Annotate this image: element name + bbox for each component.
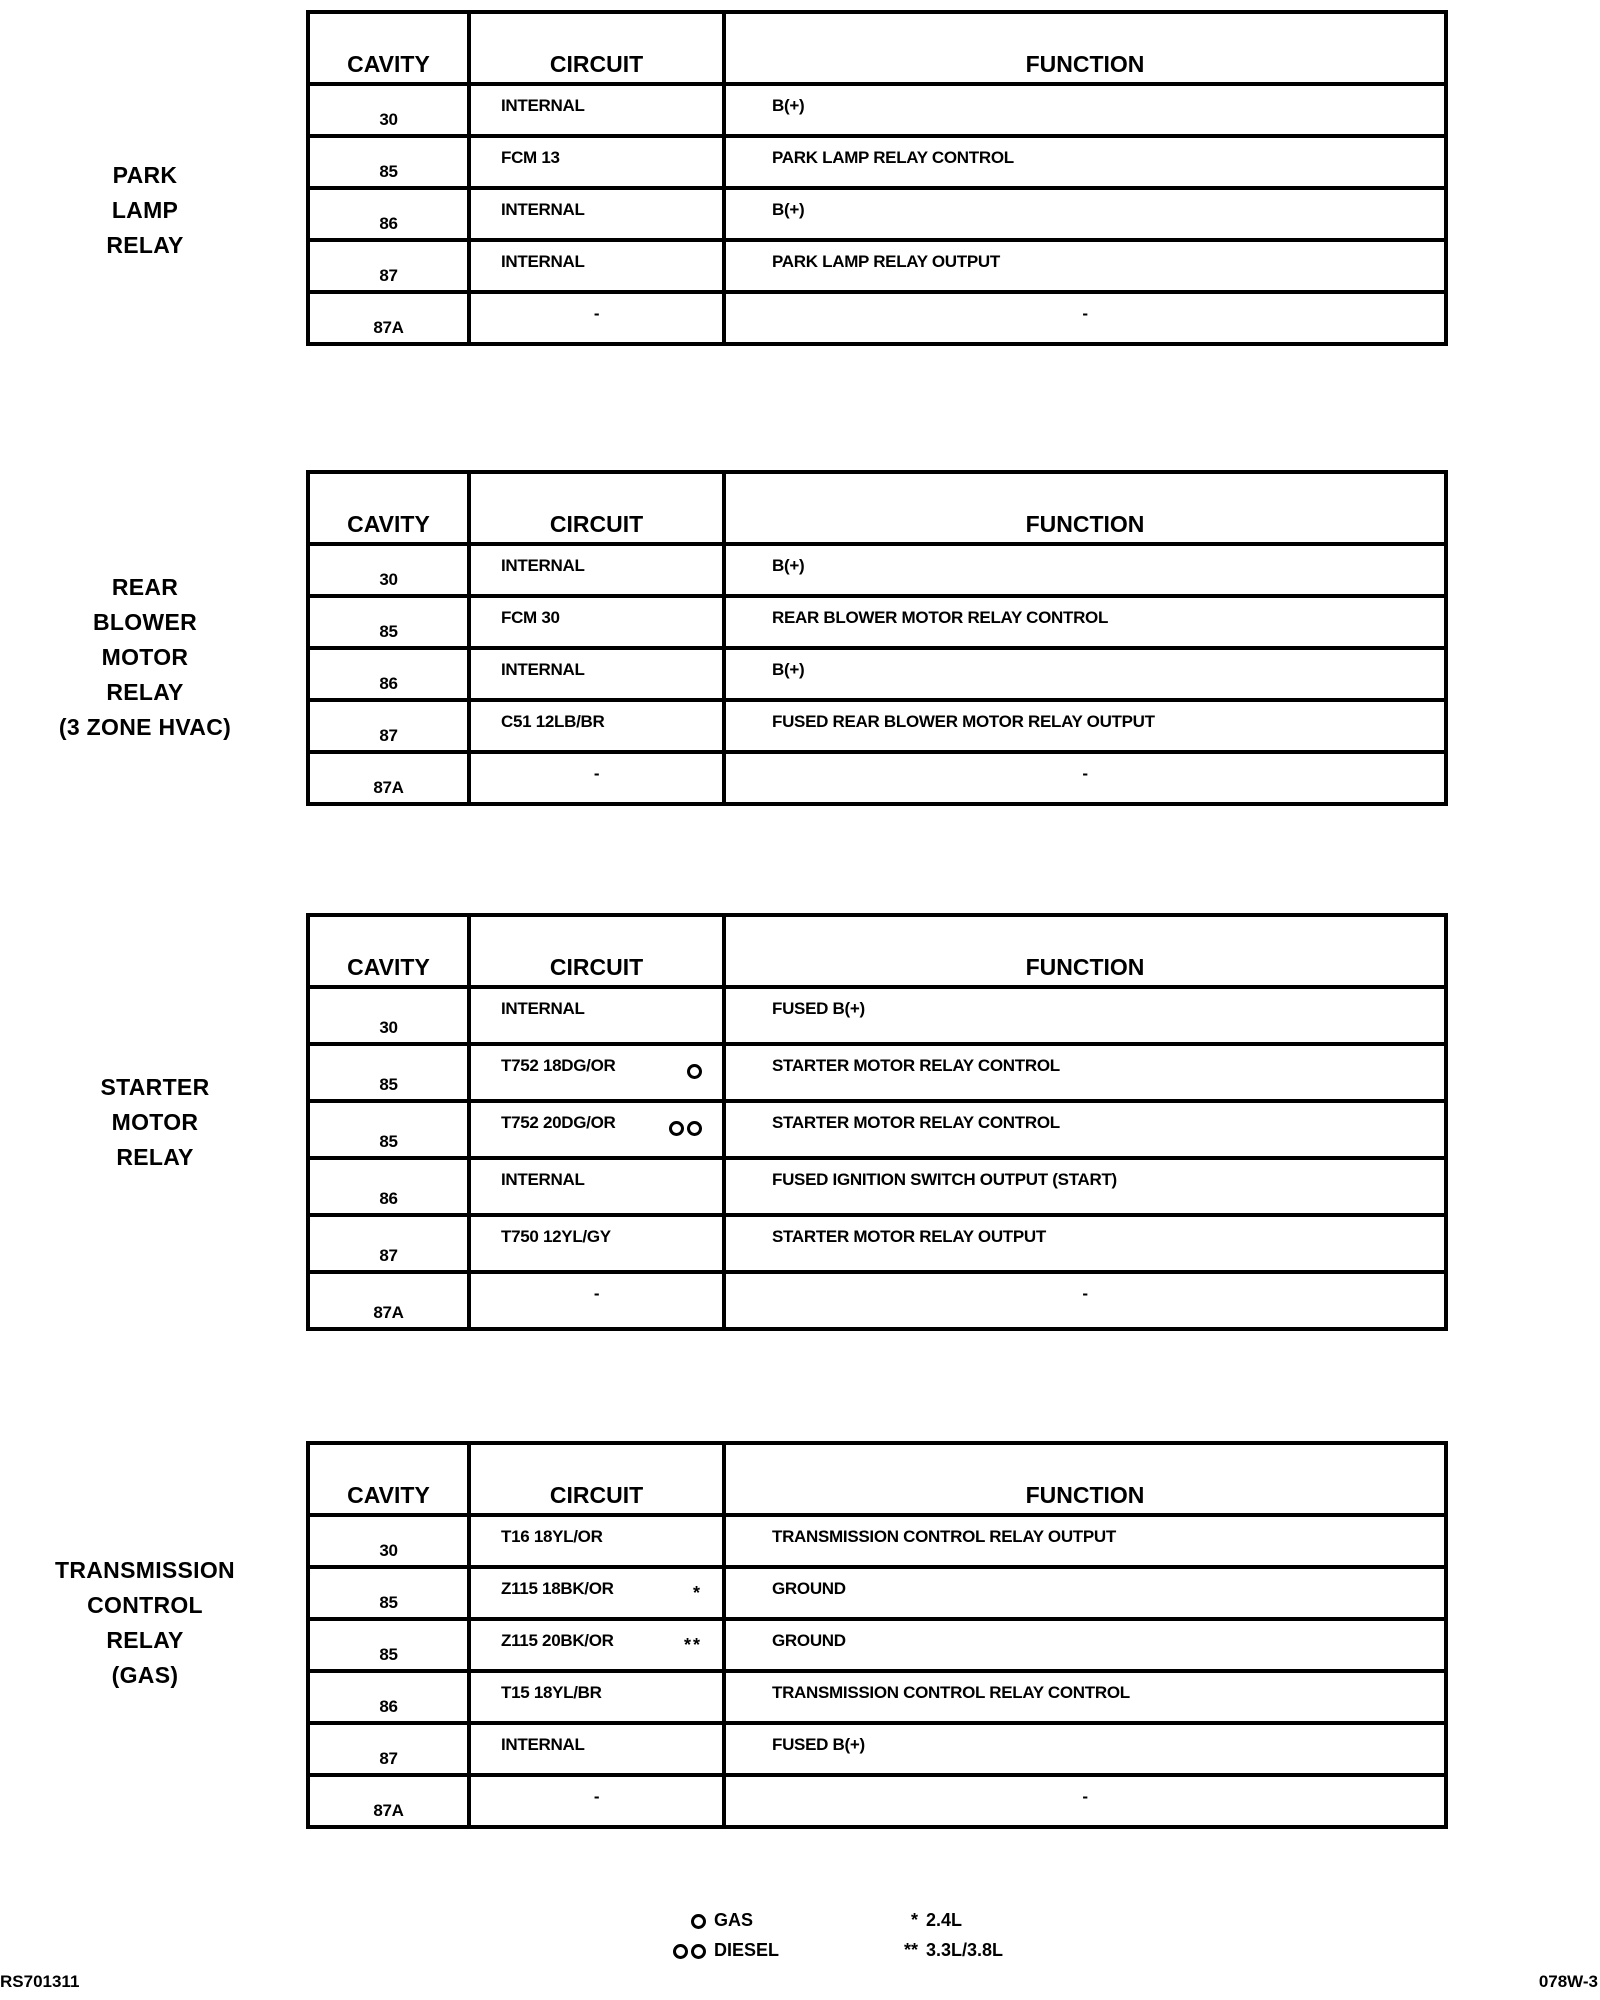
function-cell: TRANSMISSION CONTROL RELAY OUTPUT [724,1515,1446,1567]
document-code: RS701311 [0,1972,80,1991]
relay-label [50,1070,260,1175]
table-row [308,240,1446,292]
function-cell: GROUND [724,1619,1446,1671]
header-circuit: CIRCUIT [469,12,724,84]
header-cavity: CAVITY [308,472,469,544]
diesel-symbol [666,1117,702,1138]
header-row [308,472,1446,544]
function-cell: FUSED B(+) [724,987,1446,1044]
cavity-cell: 87A [308,752,469,804]
asterisk-symbol: * [910,1910,918,1930]
header-cavity: CAVITY [308,1443,469,1515]
circuit-cell: INTERNAL [469,1723,724,1775]
table-row [308,1723,1446,1775]
table-row [308,1567,1446,1619]
function-cell: PARK LAMP RELAY CONTROL [724,136,1446,188]
cavity-cell: 85 [308,596,469,648]
circuit-cell: INTERNAL [469,987,724,1044]
header-circuit: CIRCUIT [469,472,724,544]
circuit-cell: INTERNAL [469,188,724,240]
legend-label: 3.3L/3.8L [926,1940,1004,1960]
header-row [308,915,1446,987]
table-row [308,1619,1446,1671]
function-cell: GROUND [724,1567,1446,1619]
cavity-cell: 85 [308,1619,469,1671]
gas-symbol [668,1910,706,1931]
table-row [308,1101,1446,1158]
cavity-cell: 87A [308,1272,469,1329]
function-cell: STARTER MOTOR RELAY CONTROL [724,1044,1446,1101]
function-cell: STARTER MOTOR RELAY CONTROL [724,1101,1446,1158]
table-row [308,292,1446,344]
label-line: BLOWER [92,609,197,635]
circuit-cell: Z115 20BK/OR ** [469,1619,724,1671]
function-cell: - [724,1775,1446,1827]
double-asterisk-symbol: ** [903,1940,918,1960]
table-row [308,1215,1446,1272]
table-row [308,596,1446,648]
label-line: PARK [112,162,178,188]
cavity-cell: 87 [308,1723,469,1775]
cavity-cell: 30 [308,544,469,596]
table-row [308,1158,1446,1215]
function-cell: B(+) [724,84,1446,136]
cavity-cell: 85 [308,1567,469,1619]
table-row [308,188,1446,240]
circuit-cell: Z115 18BK/OR * [469,1567,724,1619]
circuit-cell: INTERNAL [469,544,724,596]
function-cell: - [724,1272,1446,1329]
function-cell: - [724,752,1446,804]
header-function: FUNCTION [724,915,1446,987]
circuit-cell: - [469,752,724,804]
pin-table [306,470,1448,806]
header-function: FUNCTION [724,1443,1446,1515]
cavity-cell: 86 [308,1158,469,1215]
label-line: CONTROL [87,1592,203,1618]
label-line: RELAY [106,679,184,705]
table-row [308,648,1446,700]
cavity-cell: 85 [308,1101,469,1158]
table-row [308,987,1446,1044]
legend-2-4l [880,1910,962,1931]
function-cell: REAR BLOWER MOTOR RELAY CONTROL [724,596,1446,648]
relay-label [35,1553,255,1693]
table-row [308,544,1446,596]
legend-gas [668,1910,753,1931]
label-line: RELAY [106,232,184,258]
double-asterisk-symbol: ** [683,1635,702,1655]
label-line: RELAY [116,1144,194,1170]
legend-diesel [668,1940,779,1961]
table-row [308,1044,1446,1101]
function-cell: FUSED B(+) [724,1723,1446,1775]
cavity-cell: 30 [308,987,469,1044]
relay-label [40,158,250,263]
function-cell: B(+) [724,544,1446,596]
gas-symbol [684,1060,702,1081]
page-code: 078W-3 [1538,1972,1598,1991]
label-line: (3 ZONE HVAC) [58,714,232,740]
circuit-cell: T752 18DG/OR [469,1044,724,1101]
relay-label [40,570,250,745]
table-row [308,752,1446,804]
function-cell: PARK LAMP RELAY OUTPUT [724,240,1446,292]
circuit-cell: T15 18YL/BR [469,1671,724,1723]
cavity-cell: 87 [308,700,469,752]
label-line: (GAS) [111,1662,179,1688]
table-row [308,1671,1446,1723]
legend-label: 2.4L [926,1910,963,1930]
circuit-cell: - [469,292,724,344]
table-row [308,1272,1446,1329]
label-line: RELAY [106,1627,184,1653]
header-circuit: CIRCUIT [469,915,724,987]
table-row [308,1515,1446,1567]
circuit-cell: INTERNAL [469,648,724,700]
header-function: FUNCTION [724,12,1446,84]
circuit-cell: INTERNAL [469,240,724,292]
label-line: STARTER [100,1074,210,1100]
asterisk-symbol: * [692,1583,702,1603]
circuit-cell: T750 12YL/GY [469,1215,724,1272]
pin-table [306,913,1448,1331]
table-row [308,84,1446,136]
function-cell: STARTER MOTOR RELAY OUTPUT [724,1215,1446,1272]
cavity-cell: 87A [308,1775,469,1827]
circuit-cell: INTERNAL [469,1158,724,1215]
circuit-cell: - [469,1272,724,1329]
circuit-cell: FCM 13 [469,136,724,188]
header-circuit: CIRCUIT [469,1443,724,1515]
label-line: TRANSMISSION [55,1557,235,1583]
pin-table [306,10,1448,346]
function-cell: B(+) [724,188,1446,240]
label-line: MOTOR [101,644,189,670]
cavity-cell: 87A [308,292,469,344]
function-cell: FUSED REAR BLOWER MOTOR RELAY OUTPUT [724,700,1446,752]
circuit-cell: INTERNAL [469,84,724,136]
circuit-cell: T752 20DG/OR [469,1101,724,1158]
label-line: REAR [111,574,179,600]
header-function: FUNCTION [724,472,1446,544]
cavity-cell: 85 [308,136,469,188]
function-cell: B(+) [724,648,1446,700]
cavity-cell: 87 [308,1215,469,1272]
legend-3-3l [880,1940,1003,1961]
cavity-cell: 30 [308,84,469,136]
cavity-cell: 86 [308,1671,469,1723]
table-row [308,700,1446,752]
function-cell: TRANSMISSION CONTROL RELAY CONTROL [724,1671,1446,1723]
table-row [308,1775,1446,1827]
header-cavity: CAVITY [308,12,469,84]
function-cell: FUSED IGNITION SWITCH OUTPUT (START) [724,1158,1446,1215]
function-cell: - [724,292,1446,344]
label-line: MOTOR [111,1109,199,1135]
label-line: LAMP [111,197,179,223]
circuit-cell: - [469,1775,724,1827]
cavity-cell: 87 [308,240,469,292]
legend-label: DIESEL [714,1940,780,1960]
cavity-cell: 86 [308,188,469,240]
circuit-cell: T16 18YL/OR [469,1515,724,1567]
cavity-cell: 30 [308,1515,469,1567]
cavity-cell: 85 [308,1044,469,1101]
pin-table [306,1441,1448,1829]
header-row [308,1443,1446,1515]
diesel-symbol [668,1940,706,1961]
header-row [308,12,1446,84]
header-cavity: CAVITY [308,915,469,987]
legend-label: GAS [714,1910,754,1930]
circuit-cell: C51 12LB/BR [469,700,724,752]
circuit-cell: FCM 30 [469,596,724,648]
table-row [308,136,1446,188]
cavity-cell: 86 [308,648,469,700]
